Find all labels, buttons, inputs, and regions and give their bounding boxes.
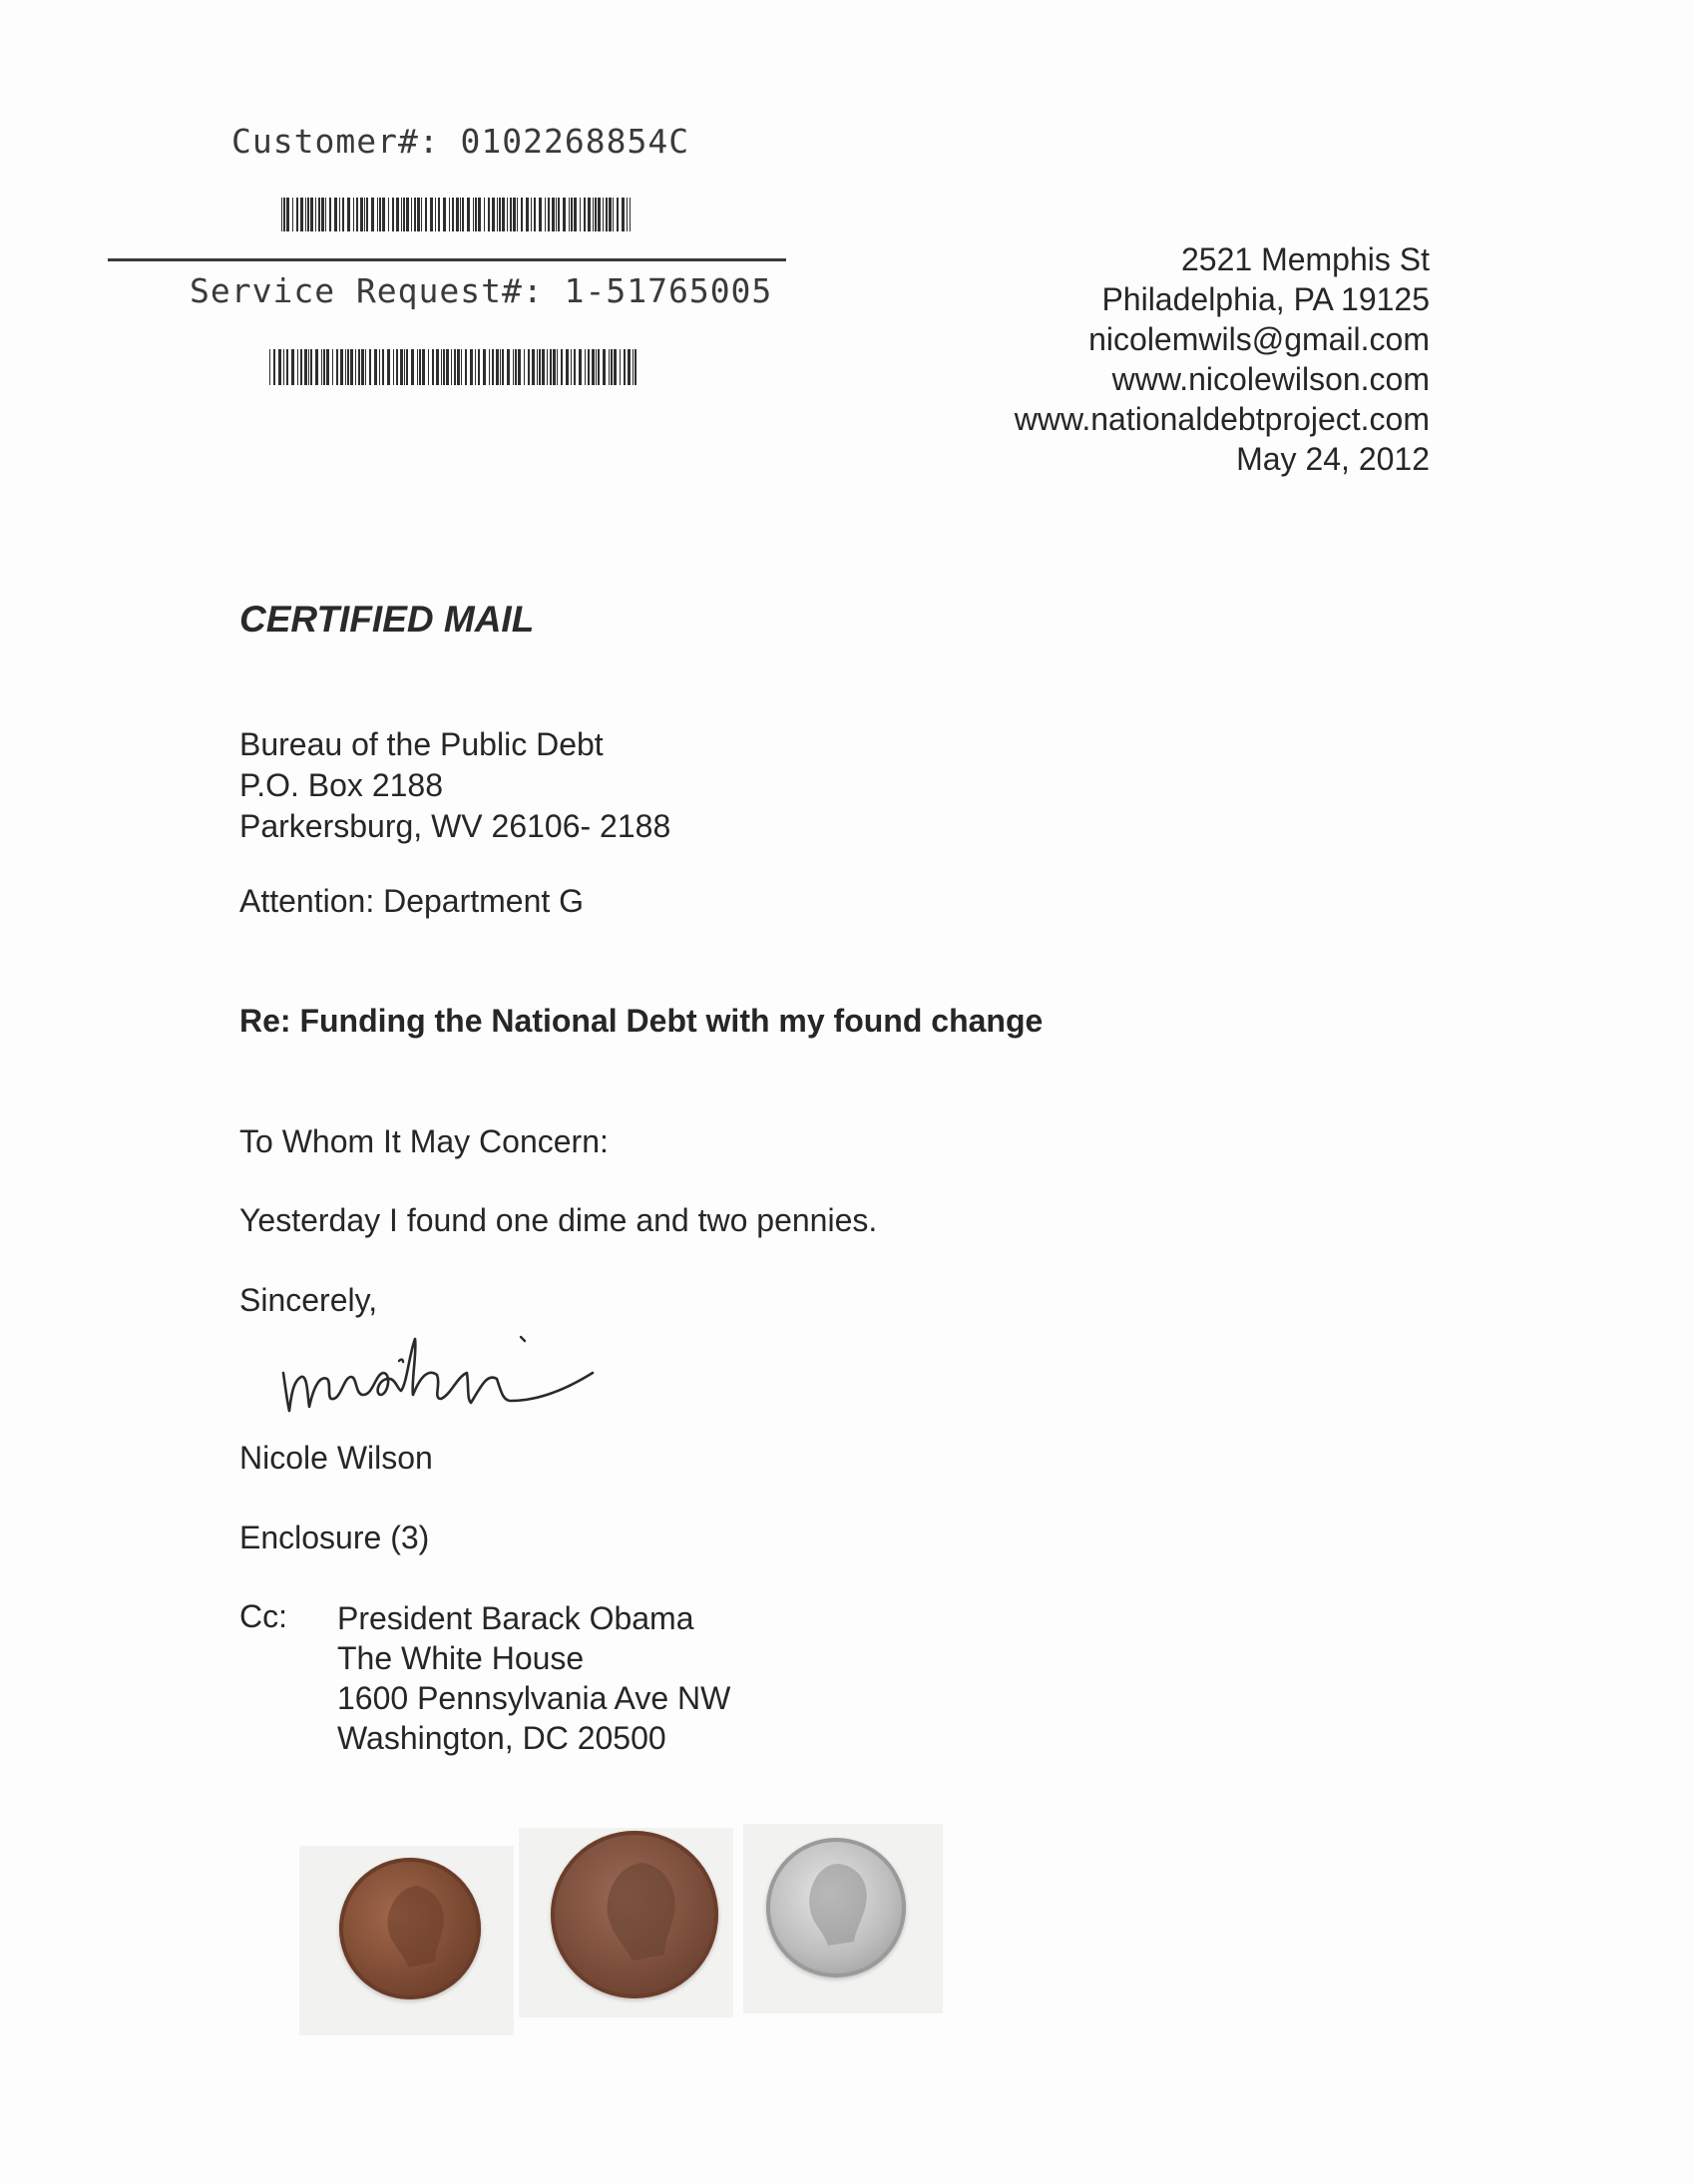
certified-mail-heading: CERTIFIED MAIL: [239, 599, 535, 640]
website-project: www.nationaldebtproject.com: [1014, 401, 1430, 437]
closing: Sincerely,: [239, 1282, 378, 1318]
recipient-address: [239, 724, 670, 847]
signature: [271, 1315, 621, 1425]
letter-body: Yesterday I found one dime and two pennies.: [239, 1202, 878, 1238]
service-request-barcode: [269, 349, 636, 385]
recipient-line-1: Bureau of the Public Debt: [239, 726, 604, 762]
recipient-line-3: Parkersburg, WV 26106- 2188: [239, 808, 671, 844]
lincoln-profile-icon: [551, 1831, 718, 1998]
signer-name: Nicole Wilson: [239, 1440, 433, 1476]
penny-coin: [551, 1831, 718, 1998]
cc-line-3: 1600 Pennsylvania Ave NW: [337, 1680, 731, 1716]
return-address: [1015, 239, 1430, 479]
divider-line: [108, 258, 786, 261]
cc-line-1: President Barack Obama: [337, 1600, 694, 1636]
penny-coin: [339, 1858, 481, 1999]
dime-coin: [766, 1838, 906, 1977]
customer-number: Customer#: 0102268854C: [231, 122, 690, 161]
cc-line-2: The White House: [337, 1640, 585, 1676]
street: 2521 Memphis St: [1180, 241, 1430, 277]
email: nicolemwils@gmail.com: [1088, 321, 1430, 357]
attention-line: Attention: Department G: [239, 883, 585, 919]
roosevelt-profile-icon: [766, 1838, 906, 1977]
customer-barcode: [281, 198, 631, 231]
cc-label: Cc:: [239, 1598, 287, 1634]
cc-address: [337, 1598, 730, 1758]
recipient-line-2: P.O. Box 2188: [239, 767, 443, 803]
city-state-zip: Philadelphia, PA 19125: [1101, 281, 1430, 317]
salutation: To Whom It May Concern:: [239, 1123, 609, 1159]
cc-line-4: Washington, DC 20500: [337, 1720, 666, 1756]
website-personal: www.nicolewilson.com: [1111, 361, 1430, 397]
service-request-number: Service Request#: 1-51765005: [190, 271, 773, 310]
subject-line: Re: Funding the National Debt with my found change: [239, 1003, 1044, 1039]
lincoln-profile-icon: [339, 1858, 481, 1999]
enclosure-note: Enclosure (3): [239, 1520, 430, 1555]
letter-date: May 24, 2012: [1236, 441, 1430, 477]
